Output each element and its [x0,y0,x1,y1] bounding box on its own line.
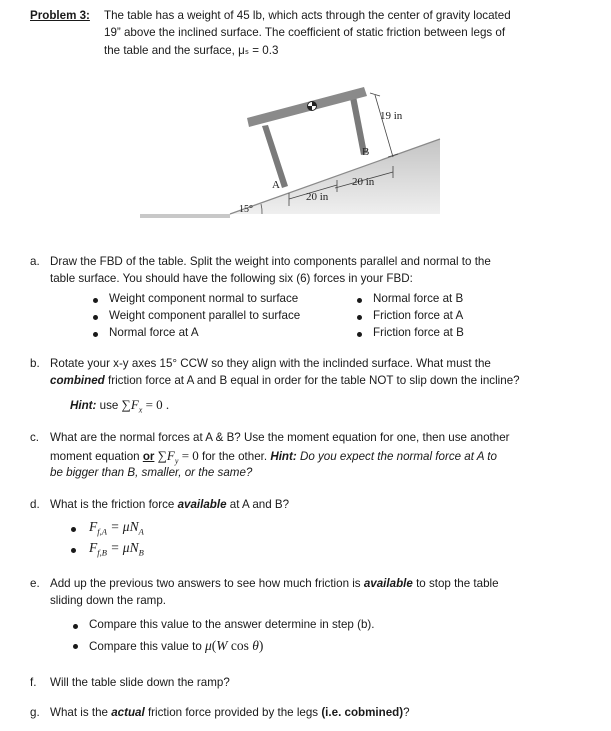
problem-label: Problem 3: [30,9,90,22]
equation-bullet [71,527,76,532]
ground [140,214,230,218]
friction-b-equation: $F_{f,B} = \mu N_B$ [89,540,144,558]
friction-a-equation: $F_{f,A} = \mu N_A$ [89,519,144,537]
force-bullet [357,315,362,320]
part-b-line-2 [50,374,520,387]
part-f-question: Will the table slide down the ramp? [50,676,230,689]
equation-bullet [71,548,76,553]
problem-statement-line-2: 19” above the inclined surface. The coefficient of static friction between legs of [104,26,506,39]
point-b-label: B [362,146,370,158]
table-top [247,87,367,127]
compare-item-1: Compare this value to the answer determine in step (b). [89,618,375,631]
part-c-or: or [142,450,155,463]
part-e-line-1: Add up the previous two answers to see how much friction is available to stop the table [50,577,499,590]
part-b-letter: b. [30,357,40,370]
part-e-line-2: sliding down the ramp. [50,594,166,607]
part-b-line-2-text: friction force at A and B equal in order for the table NOT to slip down the incline? [104,374,520,387]
force-item-friction-b: Friction force at B [373,326,464,339]
part-c-letter: c. [30,431,40,444]
force-bullet [93,298,98,303]
force-bullet [93,332,98,337]
part-b-emphasis: combined [50,374,105,387]
mu-w-cos-theta-expression: μ(W cos θ) [205,638,264,653]
sum-fx-equation-rhs: = 0 . [145,397,170,412]
problem-statement-line-1: The table has a weight of 45 lb, which acts through the center of gravity located [104,9,511,22]
part-g-bold: (i.e. cobmined) [321,706,404,719]
dimension-19in-label: 19 in [380,110,403,122]
part-c-hint-label: Hint: [270,450,297,463]
part-c-line-3: be bigger than B, smaller, or the same? [50,466,253,479]
part-a-line-2: table surface. You should have the following six (6) forces in your FBD: [50,272,413,285]
sum-fx-equation: $\sum F_x = 0$ . [121,397,170,415]
force-item-friction-a: Friction force at A [373,309,464,322]
part-a-letter: a. [30,255,40,268]
force-item-weight-normal: Weight component normal to surface [109,292,299,305]
force-item-normal-b: Normal force at B [373,292,464,305]
angle-label: 15° [239,204,253,215]
part-b-hint-text: use [96,399,122,412]
part-d-question: What is the friction force available at A and B? [50,498,290,511]
part-c-line-2: moment equation or $\sum F_y = 0$ for the other. Hint: Do you expect the normal force at A to [50,448,497,466]
dimension-20in-lower-label: 20 in [306,191,329,203]
part-d-letter: d. [30,498,40,511]
part-b-line-1: Rotate your x-y axes 15° CCW so they align with the inclinded surface. What must the [50,357,491,370]
sum-fy-equation: $\sum F_y = 0$ [157,448,199,466]
part-a-line-1: Draw the FBD of the table. Split the weight into components parallel and normal to the [50,255,491,268]
part-g-letter: g. [30,706,40,719]
compare-item-2: Compare this value to μ(W cos θ) [89,638,264,653]
force-item-weight-parallel: Weight component parallel to surface [109,309,301,322]
part-e-letter: e. [30,577,40,590]
dimension-20in-upper-label: 20 in [352,176,375,188]
part-g-question: What is the actual friction force provided by the legs (i.e. cobmined)? [50,706,410,719]
part-b-hint-label: Hint: [70,399,97,412]
part-g-emphasis: actual [111,706,145,719]
force-bullet [357,332,362,337]
problem-statement-line-3: the table and the surface, μₛ = 0.3 [104,44,279,57]
point-a-label: A [272,179,280,191]
part-c-line-1: What are the normal forces at A & B? Use the moment equation for one, then use another [50,431,510,444]
compare-bullet [73,624,78,629]
compare-bullet [73,644,78,649]
part-e-emphasis: available [363,577,413,590]
part-d-emphasis: available [177,498,227,511]
part-b-hint [70,397,169,415]
dimension-19in-line [375,95,393,157]
part-f-letter: f. [30,676,37,689]
force-item-normal-a: Normal force at A [109,326,199,339]
force-bullet [93,315,98,320]
force-bullet [357,298,362,303]
